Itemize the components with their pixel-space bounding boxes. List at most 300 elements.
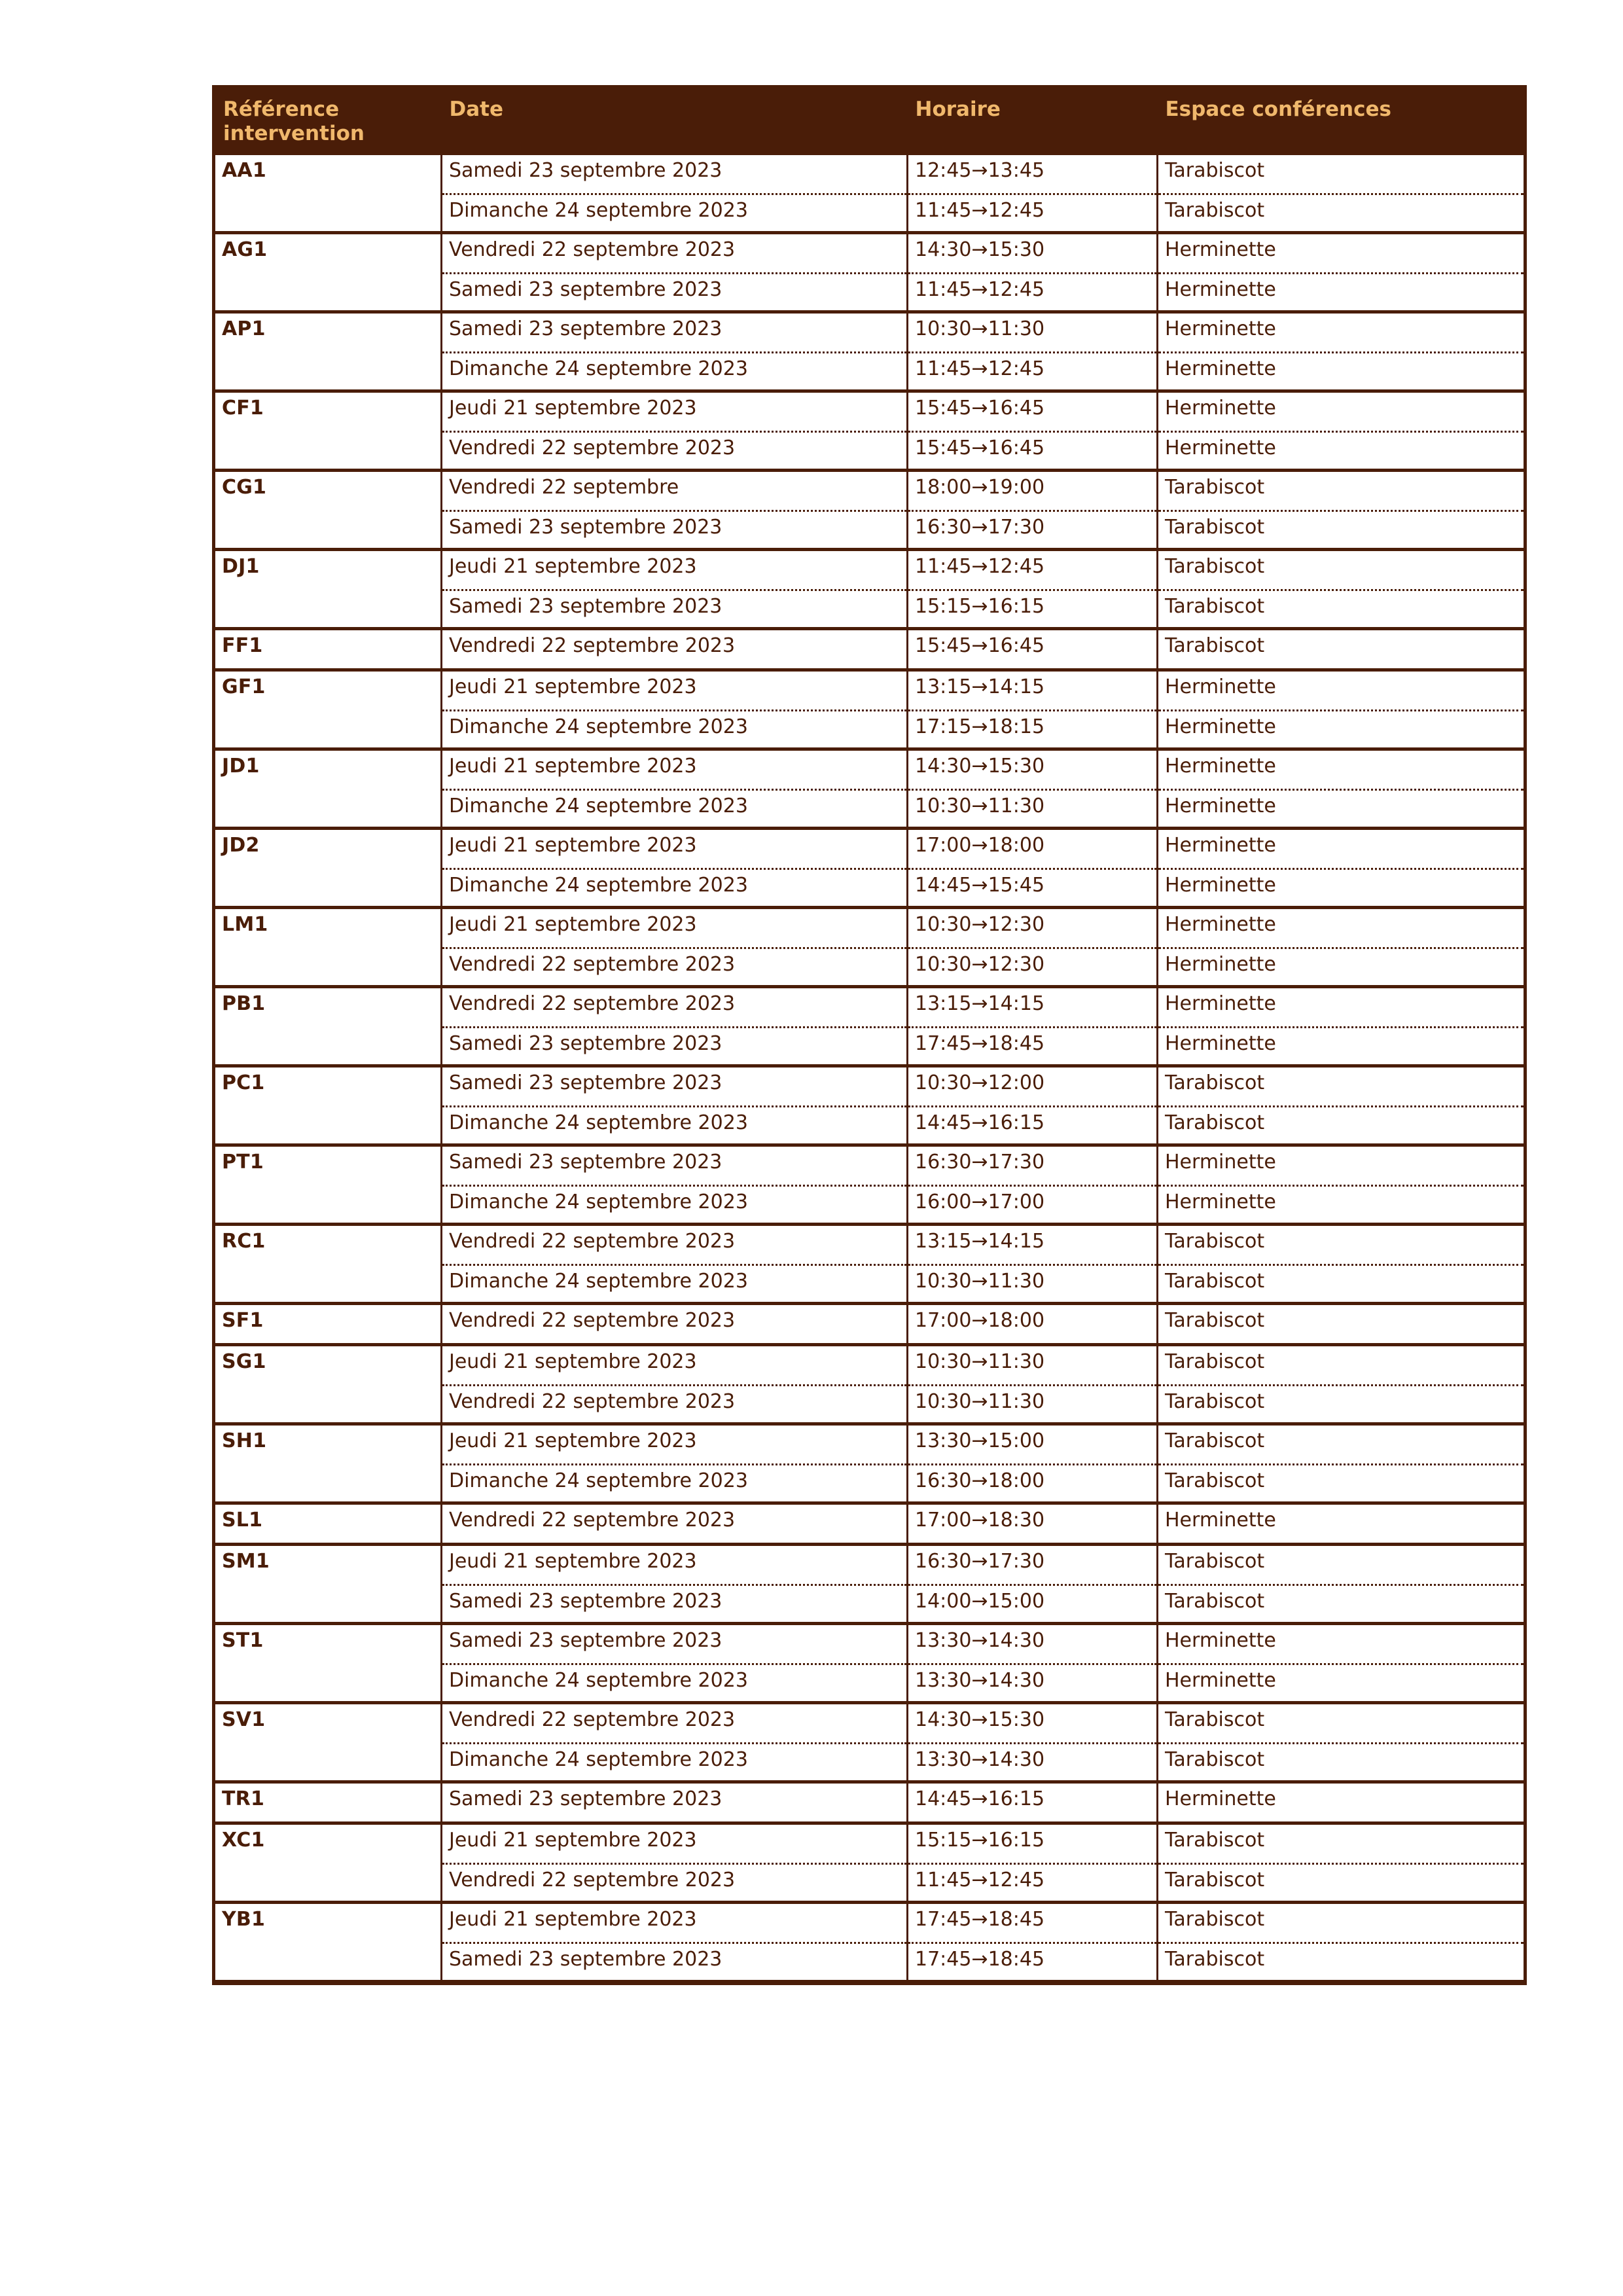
cell-horaire	[908, 670, 1158, 749]
cell-date	[442, 1145, 908, 1224]
table-row	[214, 1782, 1525, 1823]
cell-date-value: Jeudi 21 septembre 2023	[449, 1350, 697, 1373]
reference-code: CG1	[222, 475, 267, 499]
table-row	[214, 1303, 1525, 1344]
column-header-reference-line-2: intervention	[223, 121, 365, 145]
cell-reference	[214, 155, 442, 233]
reference-code: SG1	[222, 1350, 266, 1373]
cell-horaire-value: 11:45→12:45	[915, 554, 1045, 578]
table-row	[214, 749, 1525, 828]
cell-date	[442, 1066, 908, 1145]
cell-horaire-value: 15:45→16:45	[915, 634, 1045, 657]
cell-date-value: Dimanche 24 septembre 2023	[442, 1742, 906, 1780]
cell-reference	[214, 1902, 442, 1982]
cell-horaire	[908, 391, 1158, 470]
cell-date-value: Samedi 23 septembre 2023	[442, 1026, 906, 1064]
cell-date-value: Jeudi 21 septembre 2023	[449, 1907, 697, 1931]
cell-date-value: Samedi 23 septembre 2023	[442, 1584, 906, 1622]
cell-espace-value: Tarabiscot	[1165, 634, 1265, 657]
table-row	[214, 1145, 1525, 1224]
reference-code: SL1	[222, 1508, 263, 1532]
cell-espace-value: Tarabiscot	[1158, 1463, 1524, 1501]
reference-code: CF1	[222, 396, 264, 420]
cell-date	[442, 749, 908, 828]
column-header-reference	[214, 87, 442, 155]
cell-horaire	[908, 1224, 1158, 1303]
table-row	[214, 155, 1525, 233]
column-header-espace	[1158, 87, 1525, 155]
cell-horaire-value: 17:00→18:00	[915, 833, 1045, 857]
cell-espace-value: Herminette	[1158, 431, 1524, 469]
reference-code: SF1	[222, 1308, 264, 1332]
cell-horaire-value: 16:00→17:00	[908, 1185, 1156, 1223]
cell-date-value: Dimanche 24 septembre 2023	[442, 868, 906, 906]
cell-espace-value: Tarabiscot	[1158, 510, 1524, 548]
table-row	[214, 1623, 1525, 1702]
cell-espace-value: Tarabiscot	[1158, 1584, 1524, 1622]
table-row	[214, 1503, 1525, 1544]
cell-espace	[1158, 1424, 1525, 1503]
cell-date-value: Dimanche 24 septembre 2023	[442, 709, 906, 747]
reference-code: XC1	[222, 1828, 265, 1852]
column-header-date	[442, 87, 908, 155]
cell-horaire-value: 11:45→12:45	[908, 272, 1156, 310]
cell-horaire-value: 11:45→12:45	[908, 1863, 1156, 1901]
cell-date-value: Dimanche 24 septembre 2023	[442, 1185, 906, 1223]
cell-reference	[214, 1782, 442, 1823]
cell-date-value: Vendredi 22 septembre 2023	[449, 1229, 736, 1253]
cell-espace	[1158, 1623, 1525, 1702]
cell-horaire-value: 14:45→16:15	[915, 1787, 1045, 1810]
cell-horaire-value: 12:45→13:45	[915, 158, 1045, 182]
table-row	[214, 1066, 1525, 1145]
cell-date	[442, 1544, 908, 1623]
table-row	[214, 1902, 1525, 1982]
cell-horaire-value: 10:30→11:30	[908, 789, 1156, 827]
cell-espace-value: Tarabiscot	[1165, 1229, 1265, 1253]
cell-espace-value: Tarabiscot	[1165, 1429, 1265, 1452]
cell-date-value: Jeudi 21 septembre 2023	[449, 833, 697, 857]
cell-date-value: Samedi 23 septembre 2023	[449, 1628, 722, 1652]
table-row	[214, 907, 1525, 986]
cell-espace-value: Herminette	[1165, 238, 1276, 261]
cell-reference	[214, 232, 442, 312]
cell-date-value: Jeudi 21 septembre 2023	[449, 675, 697, 698]
cell-espace-value: Tarabiscot	[1158, 1863, 1524, 1901]
cell-horaire-value: 13:15→14:15	[915, 1229, 1045, 1253]
cell-horaire-value: 10:30→11:30	[915, 1350, 1045, 1373]
cell-date-value: Samedi 23 septembre 2023	[442, 589, 906, 627]
cell-reference	[214, 1623, 442, 1702]
cell-date	[442, 1702, 908, 1782]
cell-horaire	[908, 1344, 1158, 1424]
cell-espace-value: Herminette	[1158, 947, 1524, 985]
cell-horaire-value: 18:00→19:00	[915, 475, 1045, 499]
cell-espace	[1158, 391, 1525, 470]
cell-espace	[1158, 549, 1525, 628]
reference-code: SV1	[222, 1708, 266, 1731]
table-row	[214, 1823, 1525, 1902]
cell-espace	[1158, 670, 1525, 749]
cell-espace-value: Herminette	[1158, 1663, 1524, 1701]
cell-date	[442, 1823, 908, 1902]
cell-horaire	[908, 1702, 1158, 1782]
cell-horaire-value: 15:45→16:45	[915, 396, 1045, 420]
cell-reference	[214, 1303, 442, 1344]
cell-espace	[1158, 1702, 1525, 1782]
cell-horaire	[908, 1544, 1158, 1623]
cell-espace-value: Herminette	[1158, 1185, 1524, 1223]
cell-horaire-value: 15:15→16:15	[915, 1828, 1045, 1852]
cell-espace-value: Tarabiscot	[1158, 589, 1524, 627]
reference-code: TR1	[222, 1787, 265, 1810]
reference-code: JD2	[222, 833, 260, 857]
cell-espace-value: Herminette	[1165, 833, 1276, 857]
cell-reference	[214, 312, 442, 391]
cell-date-value: Samedi 23 septembre 2023	[442, 1942, 906, 1980]
cell-horaire-value: 17:00→18:30	[915, 1508, 1045, 1532]
cell-espace	[1158, 312, 1525, 391]
cell-date-value: Dimanche 24 septembre 2023	[442, 351, 906, 389]
cell-espace	[1158, 1303, 1525, 1344]
cell-espace-value: Herminette	[1165, 912, 1276, 936]
cell-date-value: Vendredi 22 septembre 2023	[449, 1508, 736, 1532]
cell-horaire	[908, 828, 1158, 907]
cell-horaire-value: 11:45→12:45	[908, 193, 1156, 231]
reference-code: FF1	[222, 634, 263, 657]
cell-espace-value: Tarabiscot	[1165, 1828, 1265, 1852]
cell-espace-value: Herminette	[1165, 992, 1276, 1015]
cell-espace	[1158, 232, 1525, 312]
cell-date-value: Vendredi 22 septembre 2023	[442, 1863, 906, 1901]
cell-date	[442, 828, 908, 907]
cell-espace-value: Tarabiscot	[1158, 1384, 1524, 1422]
cell-date-value: Dimanche 24 septembre 2023	[442, 193, 906, 231]
cell-date-value: Jeudi 21 septembre 2023	[449, 754, 697, 778]
table-row	[214, 1702, 1525, 1782]
column-header-date-label: Date	[449, 98, 503, 121]
cell-horaire-value: 13:30→14:30	[908, 1742, 1156, 1780]
cell-date	[442, 1503, 908, 1544]
cell-date-value: Samedi 23 septembre 2023	[442, 510, 906, 548]
reference-code: SH1	[222, 1429, 267, 1452]
table-row	[214, 1544, 1525, 1623]
column-header-reference-line-1: Référence	[223, 98, 340, 121]
cell-reference	[214, 1702, 442, 1782]
cell-date-value: Samedi 23 septembre 2023	[449, 317, 722, 340]
cell-espace-value: Herminette	[1158, 272, 1524, 310]
table-row	[214, 470, 1525, 549]
cell-date-value: Dimanche 24 septembre 2023	[442, 1264, 906, 1302]
cell-horaire-value: 16:30→17:30	[915, 1549, 1045, 1573]
cell-espace-value: Herminette	[1165, 396, 1276, 420]
cell-horaire-value: 11:45→12:45	[908, 351, 1156, 389]
column-header-espace-label: Espace conférences	[1165, 98, 1391, 121]
cell-espace-value: Herminette	[1158, 1026, 1524, 1064]
cell-date-value: Jeudi 21 septembre 2023	[449, 396, 697, 420]
cell-espace-value: Herminette	[1165, 754, 1276, 778]
cell-horaire	[908, 1145, 1158, 1224]
reference-code: RC1	[222, 1229, 266, 1253]
cell-espace	[1158, 628, 1525, 670]
cell-reference	[214, 670, 442, 749]
cell-horaire	[908, 549, 1158, 628]
cell-espace	[1158, 1224, 1525, 1303]
cell-date-value: Dimanche 24 septembre 2023	[442, 1663, 906, 1701]
schedule-table	[212, 85, 1527, 1985]
cell-date-value: Jeudi 21 septembre 2023	[449, 1549, 697, 1573]
cell-espace-value: Tarabiscot	[1158, 1105, 1524, 1143]
cell-date-value: Samedi 23 septembre 2023	[442, 272, 906, 310]
cell-horaire-value: 16:30→18:00	[908, 1463, 1156, 1501]
cell-reference	[214, 1224, 442, 1303]
cell-date	[442, 470, 908, 549]
cell-reference	[214, 1544, 442, 1623]
table-row	[214, 312, 1525, 391]
cell-horaire	[908, 1902, 1158, 1982]
cell-date	[442, 1344, 908, 1424]
table-row	[214, 391, 1525, 470]
cell-horaire-value: 16:30→17:30	[915, 1150, 1045, 1174]
cell-horaire	[908, 986, 1158, 1066]
cell-horaire-value: 10:30→12:30	[908, 947, 1156, 985]
table-body	[214, 155, 1525, 1982]
cell-horaire	[908, 1823, 1158, 1902]
table-row	[214, 828, 1525, 907]
cell-horaire	[908, 907, 1158, 986]
cell-espace-value: Herminette	[1158, 789, 1524, 827]
cell-espace-value: Herminette	[1158, 868, 1524, 906]
cell-date	[442, 1303, 908, 1344]
cell-horaire-value: 17:15→18:15	[908, 709, 1156, 747]
cell-espace-value: Tarabiscot	[1165, 1071, 1265, 1094]
cell-date-value: Jeudi 21 septembre 2023	[449, 554, 697, 578]
reference-code: JD1	[222, 754, 260, 778]
cell-date	[442, 155, 908, 233]
cell-reference	[214, 1503, 442, 1544]
cell-espace-value: Herminette	[1158, 709, 1524, 747]
table-header	[214, 87, 1525, 155]
reference-code: DJ1	[222, 554, 260, 578]
table-row	[214, 232, 1525, 312]
cell-reference	[214, 828, 442, 907]
cell-espace-value: Herminette	[1165, 1150, 1276, 1174]
cell-date-value: Vendredi 22 septembre 2023	[449, 992, 736, 1015]
cell-horaire-value: 13:30→14:30	[908, 1663, 1156, 1701]
cell-horaire-value: 10:30→11:30	[915, 317, 1045, 340]
cell-date	[442, 628, 908, 670]
reference-code: GF1	[222, 675, 266, 698]
cell-espace-value: Tarabiscot	[1158, 1264, 1524, 1302]
table-row	[214, 670, 1525, 749]
cell-date	[442, 1782, 908, 1823]
cell-espace	[1158, 1066, 1525, 1145]
cell-espace-value: Tarabiscot	[1165, 554, 1265, 578]
cell-date-value: Vendredi 22 septembre 2023	[449, 238, 736, 261]
cell-horaire-value: 13:30→14:30	[915, 1628, 1045, 1652]
cell-date	[442, 1623, 908, 1702]
cell-horaire	[908, 1623, 1158, 1702]
reference-code: PC1	[222, 1071, 265, 1094]
cell-horaire-value: 17:45→18:45	[915, 1907, 1045, 1931]
cell-date-value: Dimanche 24 septembre 2023	[442, 1105, 906, 1143]
cell-espace-value: Herminette	[1165, 1508, 1276, 1532]
cell-espace	[1158, 1503, 1525, 1544]
table-row	[214, 1424, 1525, 1503]
cell-date	[442, 1902, 908, 1982]
reference-code: ST1	[222, 1628, 264, 1652]
cell-reference	[214, 1424, 442, 1503]
cell-espace	[1158, 1782, 1525, 1823]
cell-horaire-value: 17:45→18:45	[908, 1942, 1156, 1980]
schedule-table-container	[212, 85, 1524, 1985]
cell-espace-value: Herminette	[1165, 1628, 1276, 1652]
cell-horaire	[908, 1066, 1158, 1145]
cell-espace	[1158, 1544, 1525, 1623]
cell-espace	[1158, 986, 1525, 1066]
cell-horaire-value: 13:15→14:15	[915, 675, 1045, 698]
cell-horaire-value: 10:30→11:30	[908, 1264, 1156, 1302]
cell-reference	[214, 1066, 442, 1145]
cell-espace-value: Herminette	[1165, 317, 1276, 340]
cell-horaire	[908, 749, 1158, 828]
cell-date-value: Vendredi 22 septembre 2023	[442, 431, 906, 469]
table-row	[214, 1224, 1525, 1303]
cell-horaire	[908, 1503, 1158, 1544]
cell-horaire-value: 15:45→16:45	[908, 431, 1156, 469]
cell-horaire	[908, 312, 1158, 391]
cell-horaire-value: 14:30→15:30	[915, 238, 1045, 261]
cell-espace	[1158, 155, 1525, 233]
cell-horaire-value: 14:45→15:45	[908, 868, 1156, 906]
table-row	[214, 986, 1525, 1066]
cell-date-value: Samedi 23 septembre 2023	[449, 1071, 722, 1094]
reference-code: PT1	[222, 1150, 264, 1174]
cell-espace-value: Tarabiscot	[1158, 1742, 1524, 1780]
cell-date-value: Vendredi 22 septembre 2023	[442, 947, 906, 985]
cell-date-value: Samedi 23 septembre 2023	[449, 1787, 722, 1810]
cell-date-value: Vendredi 22 septembre	[449, 475, 679, 499]
cell-horaire	[908, 1303, 1158, 1344]
table-row	[214, 1344, 1525, 1424]
cell-espace	[1158, 1823, 1525, 1902]
cell-espace	[1158, 749, 1525, 828]
cell-horaire-value: 13:30→15:00	[915, 1429, 1045, 1452]
cell-horaire	[908, 155, 1158, 233]
cell-horaire-value: 14:30→15:30	[915, 1708, 1045, 1731]
reference-code: LM1	[222, 912, 268, 936]
table-row	[214, 628, 1525, 670]
cell-horaire	[908, 1782, 1158, 1823]
cell-horaire-value: 14:00→15:00	[908, 1584, 1156, 1622]
cell-date	[442, 549, 908, 628]
cell-horaire	[908, 1424, 1158, 1503]
reference-code: SM1	[222, 1549, 270, 1573]
cell-reference	[214, 391, 442, 470]
cell-espace-value: Tarabiscot	[1165, 158, 1265, 182]
cell-horaire-value: 15:15→16:15	[908, 589, 1156, 627]
cell-espace-value: Herminette	[1165, 1787, 1276, 1810]
cell-horaire-value: 10:30→11:30	[908, 1384, 1156, 1422]
cell-date-value: Jeudi 21 septembre 2023	[449, 1828, 697, 1852]
cell-espace-value: Tarabiscot	[1158, 1942, 1524, 1980]
cell-date	[442, 312, 908, 391]
cell-espace	[1158, 907, 1525, 986]
cell-reference	[214, 1145, 442, 1224]
cell-espace	[1158, 828, 1525, 907]
reference-code: AA1	[222, 158, 266, 182]
cell-date	[442, 391, 908, 470]
cell-espace-value: Tarabiscot	[1165, 1907, 1265, 1931]
cell-espace	[1158, 1902, 1525, 1982]
cell-horaire-value: 10:30→12:30	[915, 912, 1045, 936]
cell-date-value: Vendredi 22 septembre 2023	[449, 634, 736, 657]
cell-espace-value: Tarabiscot	[1165, 1308, 1265, 1332]
cell-date-value: Jeudi 21 septembre 2023	[449, 1429, 697, 1452]
cell-espace-value: Herminette	[1165, 675, 1276, 698]
cell-date	[442, 670, 908, 749]
cell-espace-value: Tarabiscot	[1165, 1350, 1265, 1373]
cell-horaire-value: 16:30→17:30	[908, 510, 1156, 548]
cell-reference	[214, 470, 442, 549]
cell-horaire-value: 10:30→12:00	[915, 1071, 1045, 1094]
cell-horaire	[908, 232, 1158, 312]
cell-horaire-value: 14:45→16:15	[908, 1105, 1156, 1143]
reference-code: AG1	[222, 238, 268, 261]
reference-code: YB1	[222, 1907, 266, 1931]
cell-horaire-value: 13:15→14:15	[915, 992, 1045, 1015]
column-header-horaire-label: Horaire	[915, 98, 1001, 121]
reference-code: AP1	[222, 317, 266, 340]
cell-date-value: Dimanche 24 septembre 2023	[442, 789, 906, 827]
column-header-horaire	[908, 87, 1158, 155]
cell-reference	[214, 1344, 442, 1424]
cell-horaire	[908, 470, 1158, 549]
cell-date-value: Jeudi 21 septembre 2023	[449, 912, 697, 936]
cell-reference	[214, 907, 442, 986]
cell-reference	[214, 1823, 442, 1902]
cell-reference	[214, 628, 442, 670]
cell-date-value: Samedi 23 septembre 2023	[449, 158, 722, 182]
cell-espace-value: Herminette	[1158, 351, 1524, 389]
cell-espace	[1158, 1145, 1525, 1224]
table-header-row	[214, 87, 1525, 155]
cell-espace-value: Tarabiscot	[1165, 1708, 1265, 1731]
cell-horaire-value: 17:00→18:00	[915, 1308, 1045, 1332]
reference-code: PB1	[222, 992, 266, 1015]
cell-horaire	[908, 628, 1158, 670]
cell-date	[442, 232, 908, 312]
cell-horaire-value: 14:30→15:30	[915, 754, 1045, 778]
cell-espace-value: Tarabiscot	[1158, 193, 1524, 231]
cell-date	[442, 1224, 908, 1303]
cell-espace-value: Tarabiscot	[1165, 475, 1265, 499]
cell-espace-value: Tarabiscot	[1165, 1549, 1265, 1573]
table-row	[214, 549, 1525, 628]
cell-reference	[214, 749, 442, 828]
cell-date-value: Vendredi 22 septembre 2023	[449, 1308, 736, 1332]
cell-date	[442, 1424, 908, 1503]
cell-espace	[1158, 470, 1525, 549]
cell-date	[442, 907, 908, 986]
cell-reference	[214, 549, 442, 628]
cell-reference	[214, 986, 442, 1066]
cell-horaire-value: 17:45→18:45	[908, 1026, 1156, 1064]
cell-date-value: Vendredi 22 septembre 2023	[449, 1708, 736, 1731]
cell-date-value: Vendredi 22 septembre 2023	[442, 1384, 906, 1422]
cell-espace	[1158, 1344, 1525, 1424]
cell-date-value: Samedi 23 septembre 2023	[449, 1150, 722, 1174]
